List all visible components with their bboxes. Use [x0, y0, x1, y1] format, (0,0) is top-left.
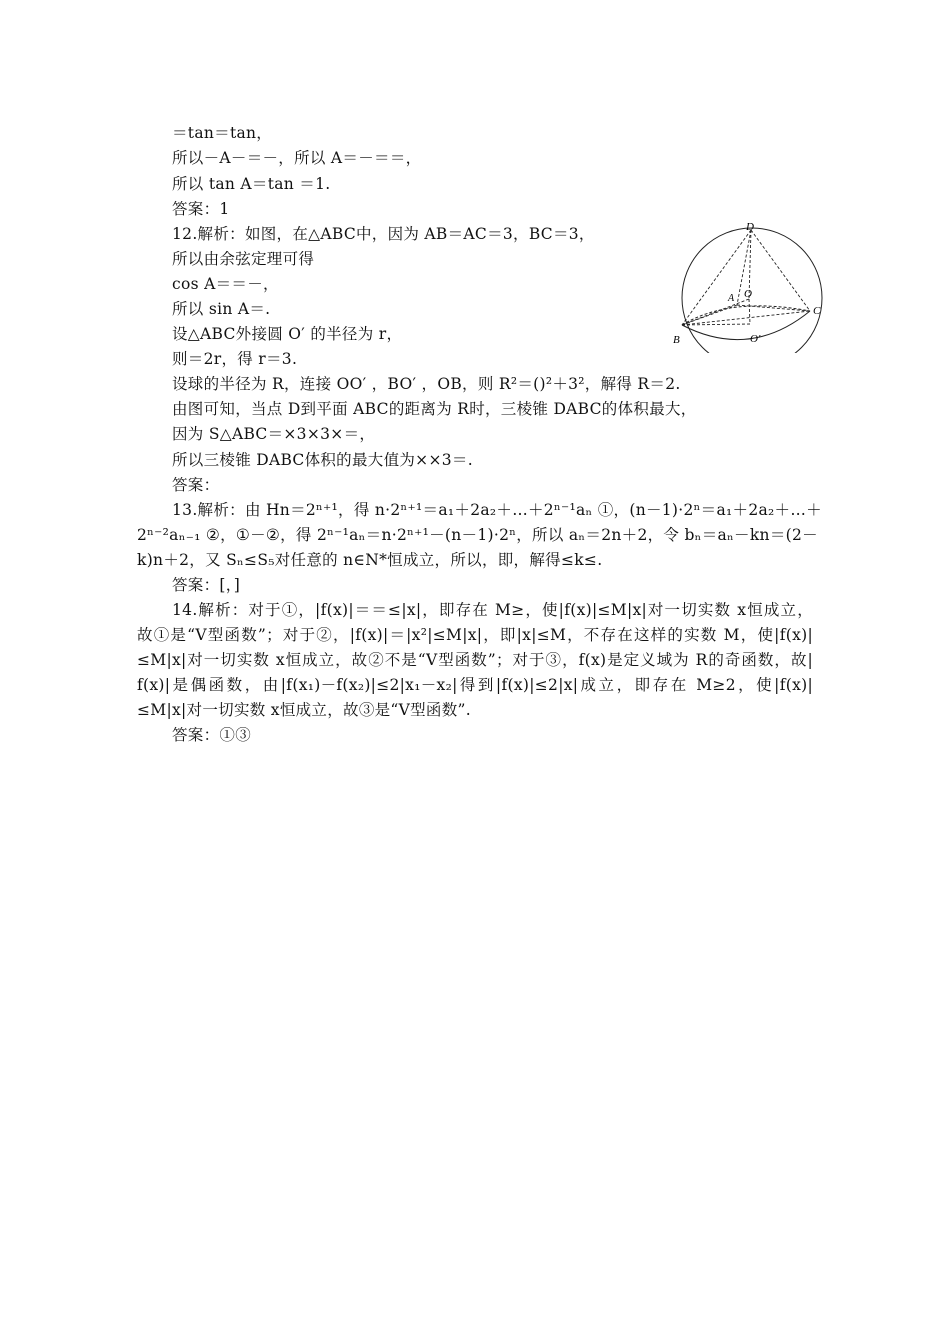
text-line: 2ⁿ⁻²aₙ₋₁ ②，①－②，得 2ⁿ⁻¹aₙ＝n·2ⁿ⁺¹－(n－1)·2ⁿ，所以 aₙ＝2n＋2，令 bₙ＝aₙ－kn＝(2－ — [137, 526, 818, 544]
text-line: ≤M|x|对一切实数 x恒成立，故②不是“V型函数”；对于③，f(x)是定义域为 R的奇函数，故| — [137, 651, 813, 669]
text-line: 所以 sin A＝. — [172, 300, 271, 318]
base-ellipse-back — [682, 306, 810, 325]
edge-AC — [737, 305, 810, 311]
text-line: 因为 S△ABC＝×3×3×＝， — [172, 425, 376, 443]
text-line: ≤M|x|对一切实数 x恒成立，故③是“V型函数”. — [137, 701, 471, 719]
sphere-pyramid-figure — [670, 218, 830, 353]
edge-DC — [751, 230, 810, 311]
answer-line: 答案：1 — [172, 200, 230, 218]
label-A: A — [728, 293, 735, 304]
problem-14-heading: 14.解析：对于①，|f(x)|＝＝≤|x|，即存在 M≥，使|f(x)|≤M|x|对一切实数 x恒成立， — [172, 601, 813, 619]
text-line: ＝tan＝tan， — [172, 124, 273, 142]
answer-line: 答案：①③ — [172, 726, 252, 744]
problem-13-heading: 13.解析：由 Hn＝2ⁿ⁺¹，得 n·2ⁿ⁺¹＝a₁＋2a₂＋…＋2ⁿ⁻¹aₙ ①，(n－1)·2ⁿ＝a₁＋2a₂＋…＋ — [172, 501, 822, 519]
label-O-prime: O′ — [750, 333, 761, 345]
text-line: 所以三棱锥 DABC体积的最大值为××3＝. — [172, 451, 473, 469]
text-line: 则＝2r，得 r＝3. — [172, 350, 298, 368]
text-line: 设△ABC外接圆 O′ 的半径为 r， — [172, 325, 403, 343]
label-D: D — [746, 221, 754, 233]
text-line: 所以－A－＝－，所以 A＝－＝＝， — [172, 149, 422, 167]
text-line: f(x)|是偶函数，由|f(x₁)－f(x₂)|≤2|x₁－x₂|得到|f(x)|≤2|x|成立，即存在 M≥2，使|f(x)| — [137, 676, 813, 694]
text-line: 由图可知，当点 D到平面 ABC的距离为 R时，三棱锥 DABC的体积最大， — [172, 400, 697, 418]
segment-OB — [682, 299, 749, 325]
label-O: O — [744, 288, 752, 300]
problem-12-heading: 12.解析：如图，在△ABC中，因为 AB＝AC＝3，BC＝3， — [172, 225, 595, 243]
text-line: 设球的半径为 R，连接 OO′ ，BO′ ，OB，则 R²＝()²＋3²，解得 R＝2. — [172, 375, 681, 393]
segment-OO-prime — [749, 299, 750, 324]
answer-line: 答案： — [172, 476, 220, 494]
text-line: cos A＝＝－， — [172, 275, 279, 293]
text-line: 所以 tan A＝tan ＝1. — [172, 175, 331, 193]
label-C: C — [813, 305, 821, 317]
text-line: 故①是“V型函数”；对于②，|f(x)|＝|x²|≤M|x|，即|x|≤M，不存在这样的实数 M，使|f(x)| — [137, 626, 813, 644]
text-line: k)n＋2，又 Sₙ≤S₅对任意的 n∈N*恒成立，所以，即，解得≤k≤. — [137, 551, 603, 569]
answer-line: 答案：[，] — [172, 576, 241, 594]
text-line: 所以由余弦定理可得 — [172, 250, 315, 268]
label-B: B — [673, 334, 680, 346]
